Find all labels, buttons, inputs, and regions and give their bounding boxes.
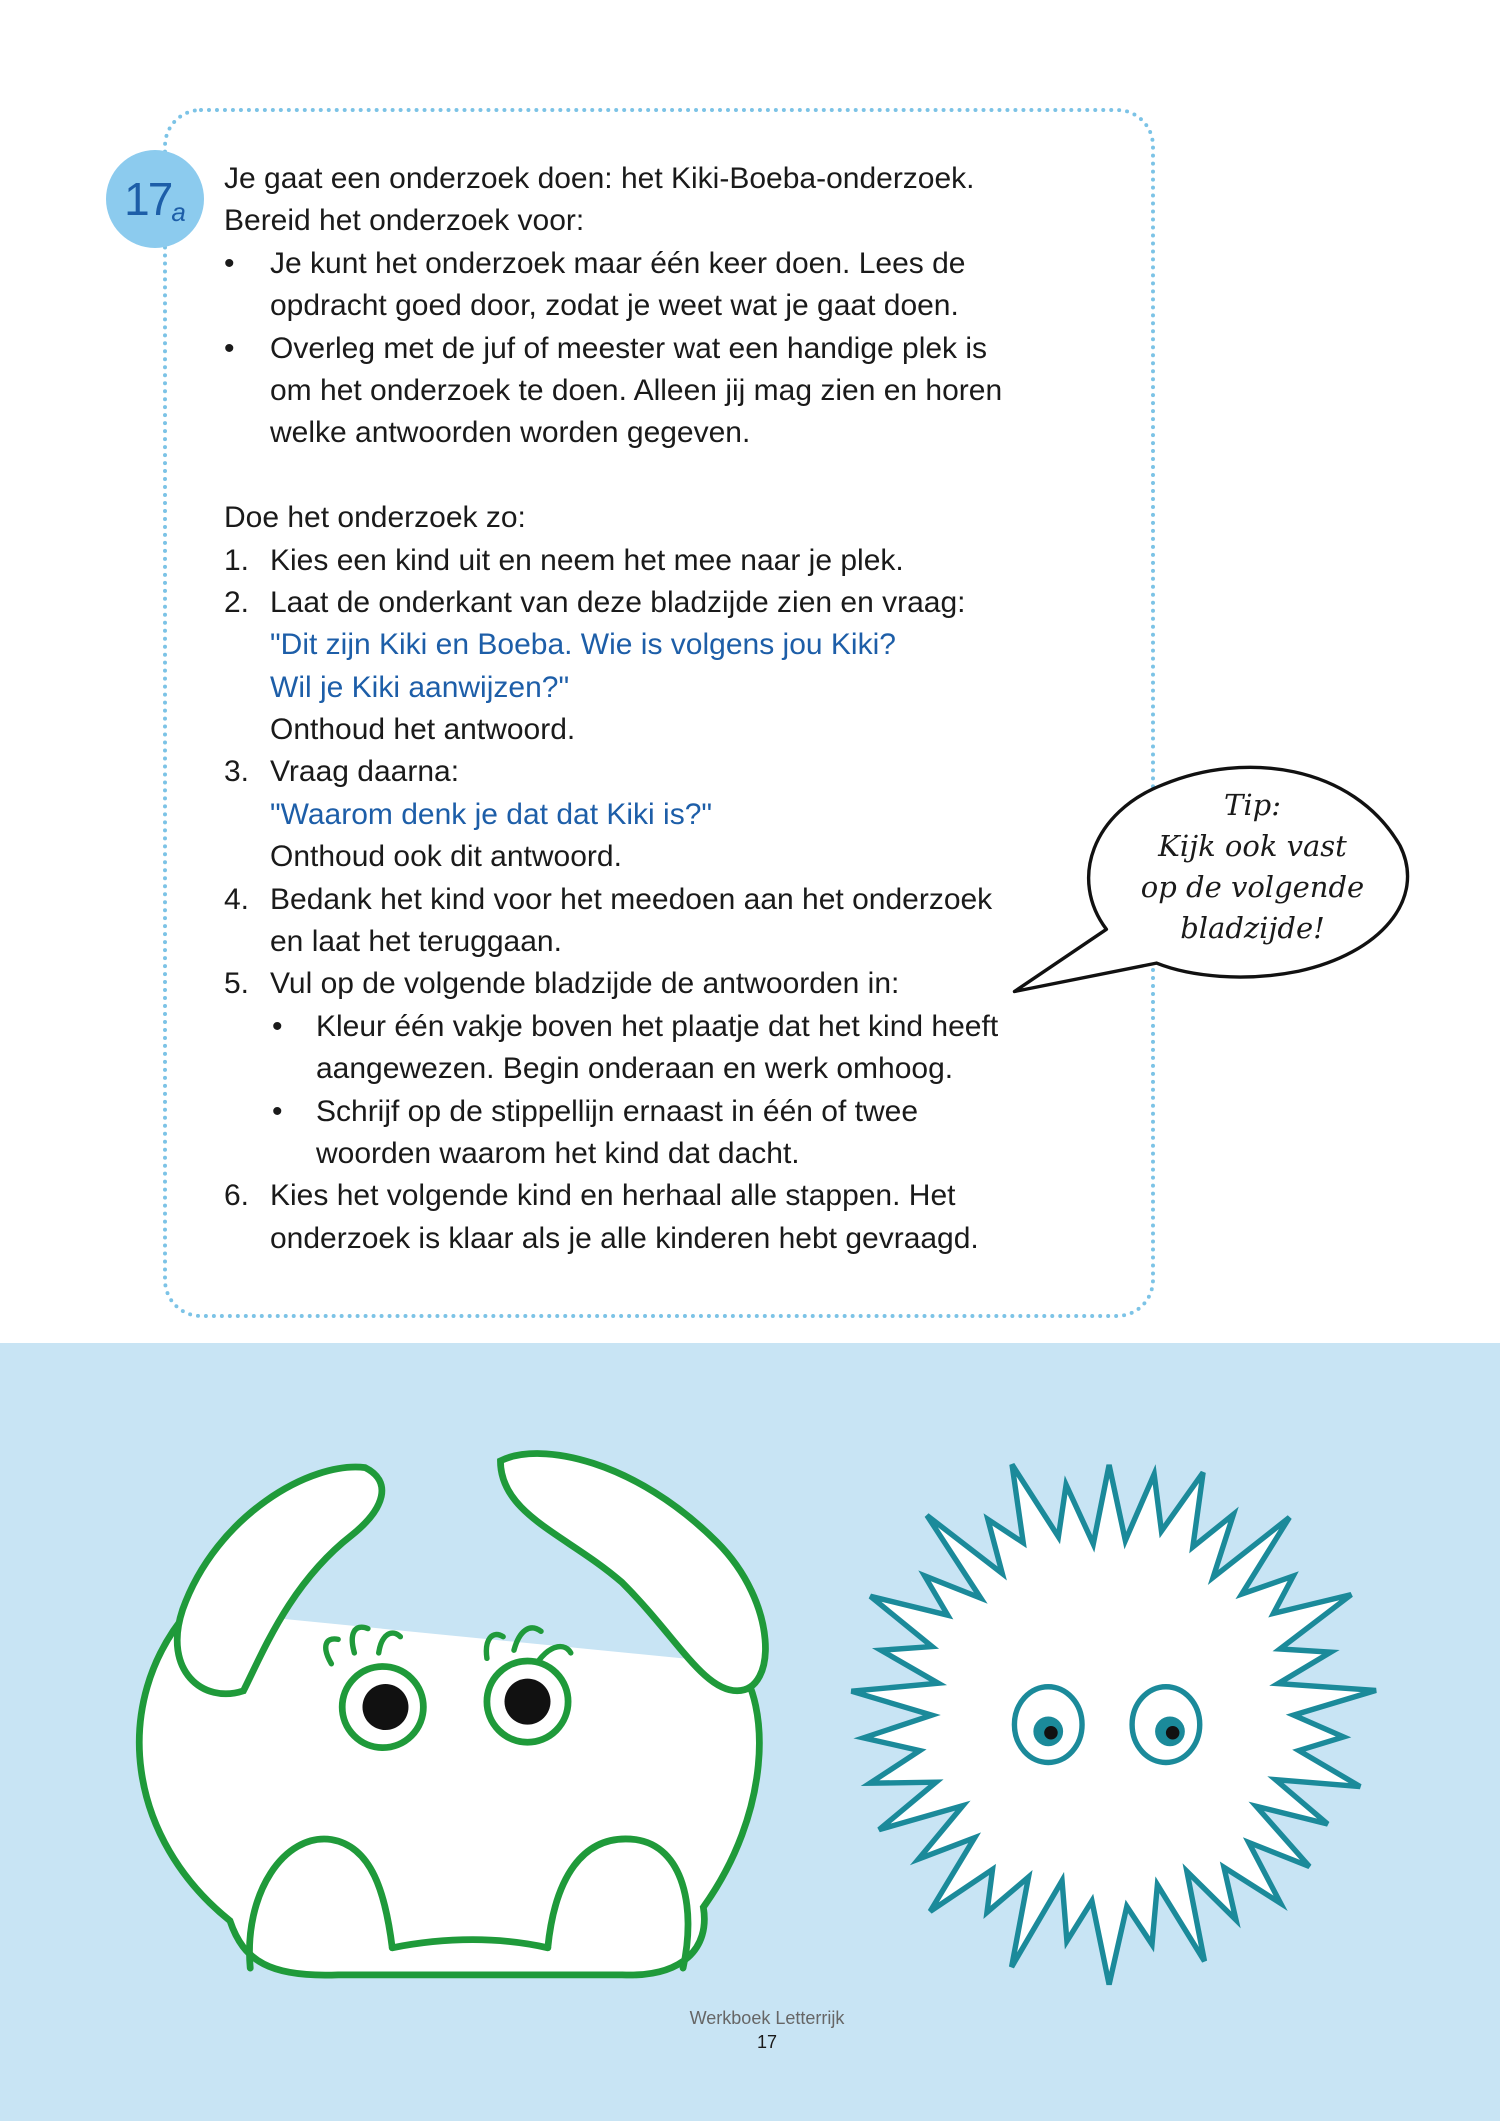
badge-number: 17 [124,173,172,225]
sub-bullet-text: Kleur één vakje boven het plaatje dat het kind heeft [316,1009,999,1043]
prep-bullet-text: Je kunt het onderzoek maar één keer doen. Lees de [270,246,966,280]
boeba-monster [139,1454,765,1976]
step-number: 2. [224,585,250,619]
question-quote: Wil je Kiki aanwijzen?" [270,670,570,704]
bullet: • [224,246,235,280]
bullet: • [272,1094,283,1128]
kiki-monster [851,1465,1376,1985]
prep-bullet-text: om het onderzoek te doen. Alleen jij mag zien en horen [270,373,1003,407]
bullet: • [272,1009,283,1043]
page-footer [0,2006,1500,2054]
sub-bullet-text: Schrijf op de stippellijn ernaast in één of twee [316,1094,919,1128]
step-number: 6. [224,1179,250,1213]
tip-line: Tip: [1224,788,1281,822]
boeba-pupil [362,1684,408,1730]
step-text: Laat de onderkant van deze bladzijde zien en vraag: [270,585,966,619]
step-number: 5. [224,967,250,1001]
intro-line: Je gaat een onderzoek doen: het Kiki-Boeba-onderzoek. [224,162,975,195]
step-text: Kies een kind uit en neem het mee naar je plek. [270,543,904,577]
tip-line: bladzijde! [1180,911,1325,945]
step-text: en laat het teruggaan. [270,925,562,959]
step-text: onderzoek is klaar als je alle kinderen hebt gevraagd. [270,1221,979,1255]
book-title: Werkboek Letterrijk [689,2008,845,2028]
tip-bubble-text [1110,785,1395,949]
step-number: 4. [224,882,250,916]
prep-bullet-text: Overleg met de juf of meester wat een handige plek is [270,331,988,365]
sub-bullet-text: aangewezen. Begin onderaan en werk omhoog. [316,1052,954,1086]
step-number: 3. [224,755,250,789]
prep-bullet-text: welke antwoorden worden gegeven. [270,416,751,450]
page-number: 17 [756,2032,778,2052]
boeba-pupil [505,1679,551,1725]
sub-bullet-text: woorden waarom het kind dat dacht. [316,1136,800,1170]
steps-heading: Doe het onderzoek zo: [224,501,526,535]
question-quote: "Dit zijn Kiki en Boeba. Wie is volgens jou Kiki? [270,628,896,662]
step-text: Bedank het kind voor het meedoen aan het onderzoek [270,882,993,916]
question-quote: "Waarom denk je dat dat Kiki is?" [270,797,713,831]
bullet: • [224,331,235,365]
tip-line: Kijk ook vast [1158,829,1347,863]
step-text: Onthoud ook dit antwoord. [270,840,622,874]
step-text: Kies het volgende kind en herhaal alle stappen. Het [270,1179,956,1213]
badge-letter: a [171,197,186,227]
tip-line: op de volgende [1140,870,1365,904]
step-number: 1. [224,543,250,577]
step-text: Vul op de volgende bladzijde de antwoorden in: [270,967,900,1001]
prep-bullet-text: opdracht goed door, zodat je weet wat je gaat doen. [270,289,959,323]
intro-line: Bereid het onderzoek voor: [224,204,585,238]
step-text: Onthoud het antwoord. [270,713,576,747]
step-text: Vraag daarna: [270,755,460,789]
